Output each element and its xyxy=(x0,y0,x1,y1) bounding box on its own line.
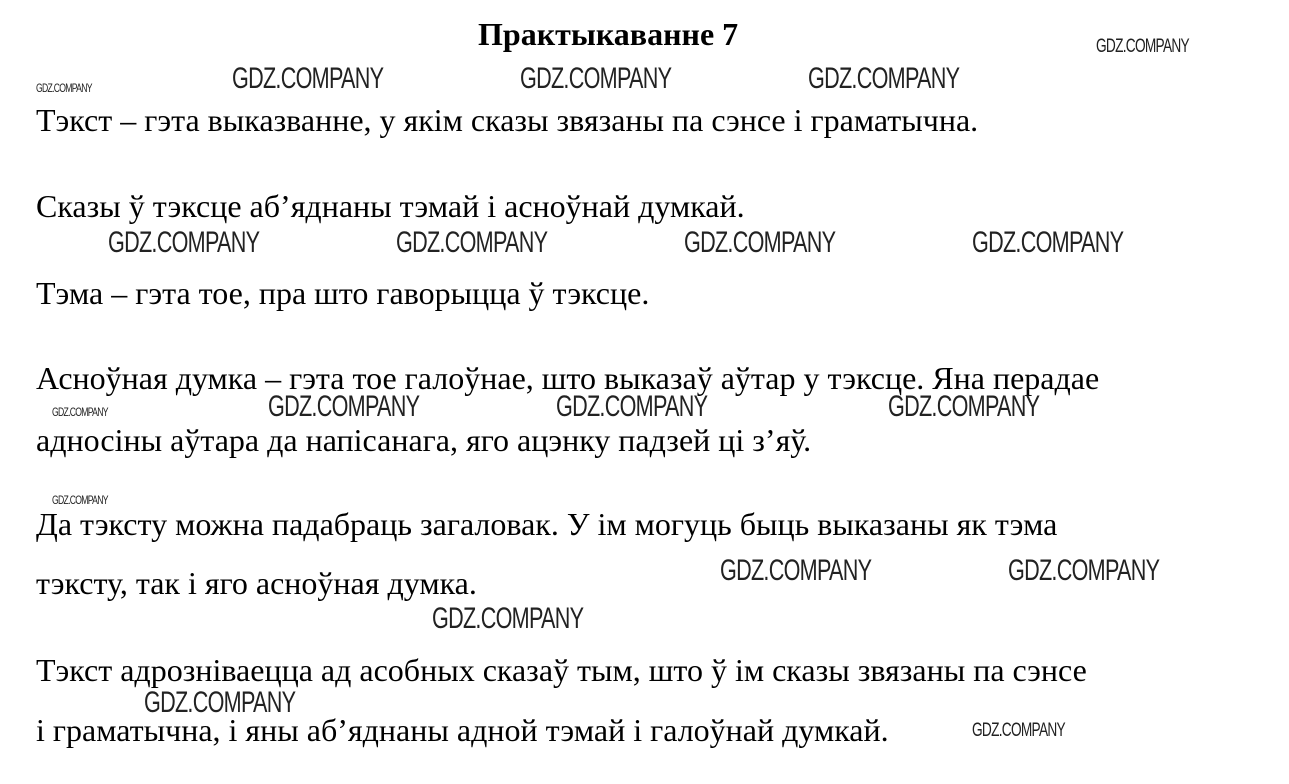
text-line-9: і граматычна, і яны аб’яднаны адной тэмай і галоўнай думкай. xyxy=(36,712,889,748)
watermark: GDZ.COMPANY xyxy=(684,226,836,259)
text-line-2: Сказы ў тэксце аб’яднаны тэмай і асноўнай думкай. xyxy=(36,188,745,224)
text-line-5: адносіны аўтара да напісанага, яго ацэнку падзей ці з’яў. xyxy=(36,422,812,458)
text-line-1: Тэкст – гэта выказванне, у якім сказы звязаны па сэнсе і граматычна. xyxy=(36,102,979,138)
watermark: GDZ.COMPANY xyxy=(432,602,584,635)
watermark: GDZ.COMPANY xyxy=(52,493,108,507)
text-line-7: тэксту, так і яго асноўная думка. xyxy=(36,565,477,601)
watermark: GDZ.COMPANY xyxy=(232,62,384,95)
watermark: GDZ.COMPANY xyxy=(556,390,708,423)
watermark: GDZ.COMPANY xyxy=(52,405,108,419)
watermark: GDZ.COMPANY xyxy=(972,720,1065,741)
text-line-3: Тэма – гэта тое, пра што гаворыцца ў тэксце. xyxy=(36,275,650,311)
watermark: GDZ.COMPANY xyxy=(396,226,548,259)
watermark: GDZ.COMPANY xyxy=(1008,554,1160,587)
text-line-4: Асноўная думка – гэта тое галоўнае, што выказаў аўтар у тэксце. Яна перадае xyxy=(36,360,1100,396)
page-title: Практыкаванне 7 xyxy=(478,16,739,52)
watermark: GDZ.COMPANY xyxy=(808,62,960,95)
text-line-8: Тэкст адрозніваецца ад асобных сказаў тым, што ў ім сказы звязаны па сэнсе xyxy=(36,652,1087,688)
watermark: GDZ.COMPANY xyxy=(108,226,260,259)
watermark: GDZ.COMPANY xyxy=(972,226,1124,259)
watermark: GDZ.COMPANY xyxy=(888,390,1040,423)
watermark: GDZ.COMPANY xyxy=(520,62,672,95)
watermark: GDZ.COMPANY xyxy=(720,554,872,587)
watermark: GDZ.COMPANY xyxy=(268,390,420,423)
watermark: GDZ.COMPANY xyxy=(36,81,92,95)
watermark: GDZ.COMPANY xyxy=(144,686,296,719)
watermark: GDZ.COMPANY xyxy=(1096,36,1189,57)
text-line-6: Да тэксту можна падабраць загаловак. У ім могуць быць выказаны як тэма xyxy=(36,506,1058,542)
